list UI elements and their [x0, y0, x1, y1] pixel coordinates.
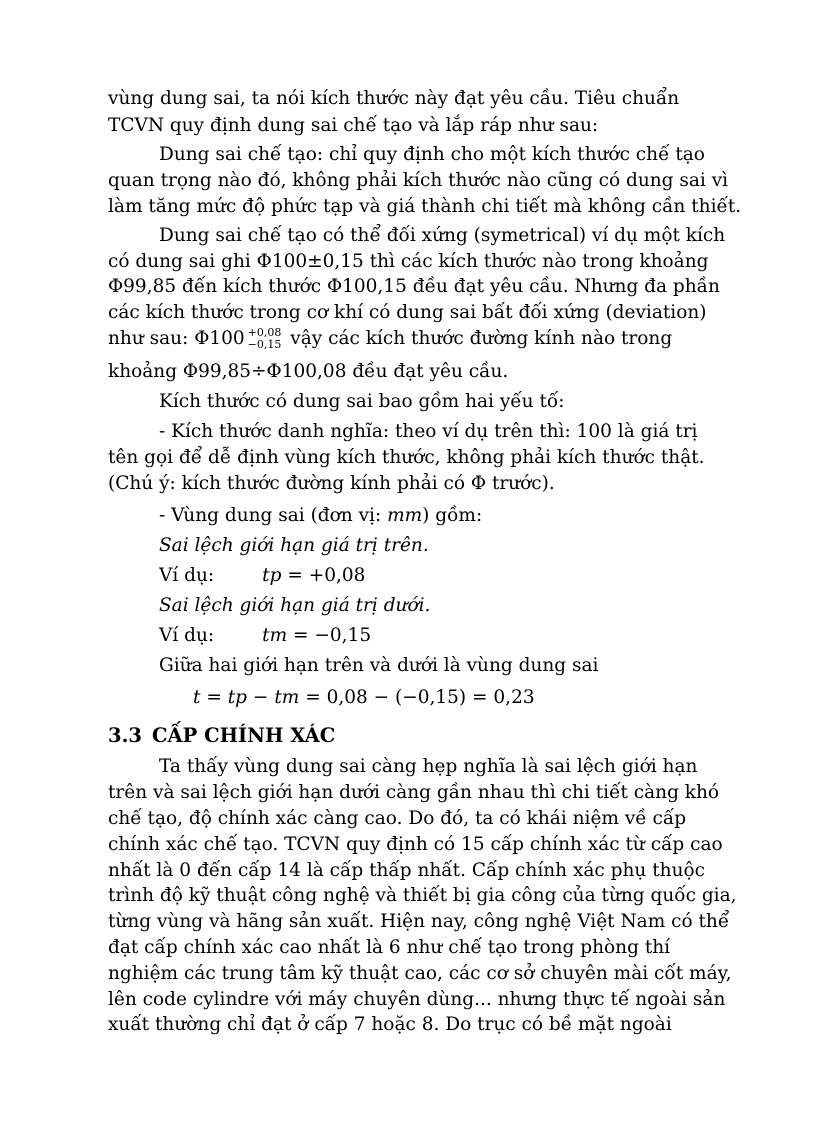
- text-line: chính xác chế tạo. TCVN quy định có 15 cấp chính xác từ cấp cao: [108, 834, 723, 855]
- text-fragment: - Vùng dung sai (đơn vị:: [159, 505, 382, 526]
- variable-tp: tp: [262, 565, 282, 586]
- text-line: nghiệm các trung tâm kỹ thuật cao, các cơ sở chuyên mài cốt máy,: [108, 963, 732, 984]
- text-line: có dung sai ghi Φ100±0,15 thì các kích thước nào trong khoảng: [108, 251, 709, 272]
- text-line: Dung sai chế tạo có thể đối xứng (symetrical) ví dụ một kích: [159, 225, 726, 246]
- text-line: xuất thường chỉ đạt ở cấp 7 hoặc 8. Do trục có bề mặt ngoài: [108, 1014, 672, 1035]
- text-line: [159, 503, 482, 529]
- example-label: Ví dụ:: [159, 565, 215, 586]
- section-title: CẤP CHÍNH XÁC: [152, 724, 336, 747]
- section-number: 3.3: [108, 724, 142, 747]
- text-line: Ta thấy vùng dung sai càng hẹp nghĩa là sai lệch giới hạn: [159, 756, 698, 777]
- minus-sign: −: [252, 687, 269, 708]
- text-fragment: như sau:: [108, 328, 189, 349]
- lower-deviation: −0,15: [247, 338, 282, 351]
- text-line: trên và sai lệch giới hạn dưới càng gần nhau thì chi tiết càng khó: [108, 782, 720, 803]
- text-line: trình độ kỹ thuật công nghệ và thiết bị gia công của từng quốc gia,: [108, 885, 737, 906]
- variable-tm: tm: [274, 687, 300, 708]
- text-line: Sai lệch giới hạn giá trị dưới.: [159, 595, 431, 616]
- tolerance-stack: [248, 327, 282, 351]
- text-line: từng vùng và hãng sản xuất. Hiện nay, công nghệ Việt Nam có thể: [108, 911, 730, 932]
- tolerance-line: [108, 326, 672, 352]
- text-line: (Chú ý: kích thước đường kính phải có Φ trước).: [108, 473, 555, 494]
- variable-tp: tp: [227, 687, 248, 708]
- variable-tm: tm: [262, 625, 288, 646]
- example-label: Ví dụ:: [159, 625, 215, 646]
- nominal-size: Φ100: [194, 328, 245, 349]
- text-fragment: vậy các kích thước đường kính nào trong: [290, 328, 673, 349]
- text-line: chế tạo, độ chính xác càng cao. Do đó, ta có khái niệm về cấp: [108, 808, 687, 829]
- text-line: quan trọng nào đó, không phải kích thước nào cũng có dung sai vì: [108, 170, 729, 191]
- text-line: - Kích thước danh nghĩa: theo ví dụ trên thì: 100 là giá trị: [159, 421, 698, 442]
- text-line: tên gọi để dễ định vùng kích thước, không phải kích thước thật.: [108, 447, 705, 468]
- text-line: Dung sai chế tạo: chỉ quy định cho một kích thước chế tạo: [159, 144, 705, 165]
- text-line: Kích thước có dung sai bao gồm hai yếu tố:: [159, 391, 565, 412]
- text-line: Φ99,85 đến kích thước Φ100,15 đều đạt yêu cầu. Nhưng đa phần: [108, 276, 720, 297]
- text-fragment: ) gồm:: [422, 505, 483, 526]
- equals-sign: =: [206, 687, 222, 708]
- upper-deviation: +0,08: [247, 326, 282, 339]
- text-line: làm tăng mức độ phức tạp và giá thành chi tiết mà không cần thiết.: [108, 196, 742, 217]
- equation-result: = 0,08 − (−0,15) = 0,23: [305, 687, 535, 708]
- text-line: Sai lệch giới hạn giá trị trên.: [159, 535, 429, 556]
- variable-t: t: [193, 687, 201, 708]
- example-line: [159, 563, 365, 589]
- example-line: [159, 623, 371, 649]
- equation-line: [193, 685, 535, 711]
- example-value: = −0,15: [293, 625, 372, 646]
- text-line: nhất là 0 đến cấp 14 là cấp thấp nhất. Cấp chính xác phụ thuộc: [108, 860, 705, 881]
- example-value: = +0,08: [287, 565, 366, 586]
- text-line: TCVN quy định dung sai chế tạo và lắp ráp như sau:: [108, 115, 599, 136]
- section-heading: [108, 724, 335, 747]
- text-line: các kích thước trong cơ khí có dung sai bất đối xứng (deviation): [108, 302, 707, 323]
- text-line: lên code cylindre với máy chuyên dùng... nhưng thực tế ngoài sản: [108, 989, 726, 1010]
- text-line: vùng dung sai, ta nói kích thước này đạt yêu cầu. Tiêu chuẩn: [108, 88, 680, 109]
- text-line: khoảng Φ99,85÷Φ100,08 đều đạt yêu cầu.: [108, 361, 509, 382]
- unit-label: mm: [387, 505, 423, 526]
- text-line: Giữa hai giới hạn trên và dưới là vùng dung sai: [159, 655, 599, 676]
- text-line: đạt cấp chính xác cao nhất là 6 như chế tạo trong phòng thí: [108, 937, 671, 958]
